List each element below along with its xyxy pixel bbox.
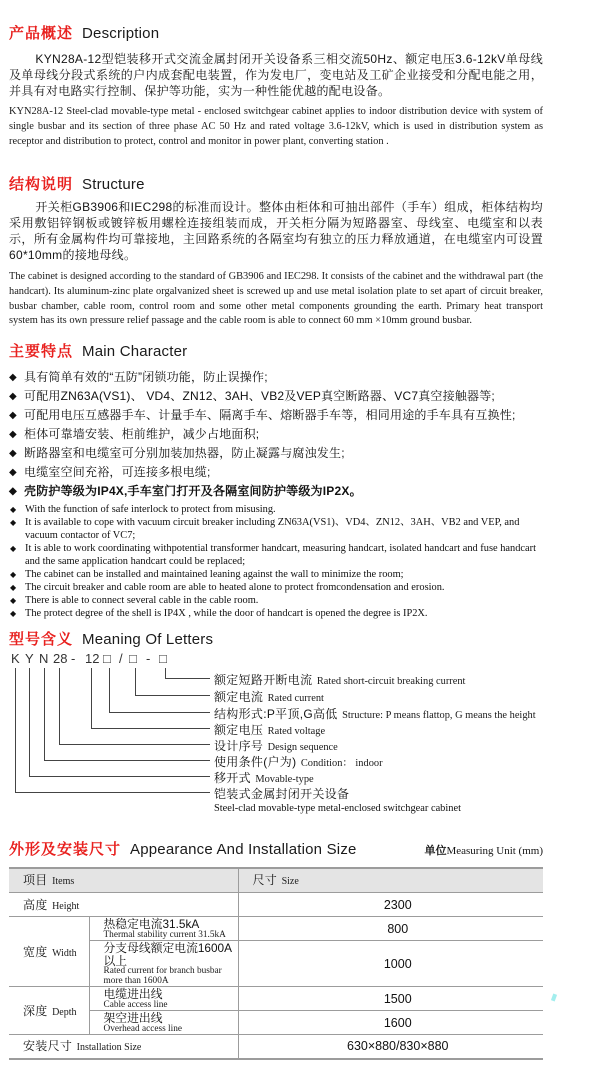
connector-line xyxy=(15,668,210,793)
heading-en: Structure xyxy=(82,176,145,194)
feature-item: ◆ 具有简单有效的“五防”闭锁功能，防止误操作; xyxy=(9,368,543,387)
description-paragraph-zh: KYN28A-12型铠装移开式交流金属封闭开关设备系三相交流50Hz、额定电压3.6-12kV单母线及单母线分段式系统的户内成套配电装置，作为发电厂，变电站及工矿企业接受和分配电能之用，并具有对电路实行控制、保护等功能，实为一种性能优越的配电设备。 xyxy=(9,52,543,98)
model-code-part: / xyxy=(119,650,123,666)
diamond-bullet-icon: ◆ xyxy=(9,466,17,478)
feature-item: ◆ 可配用ZN63A(VS1)、 VD4、ZN12、3AH、VB2及VEP真空断路器、VC7真空接触器等; xyxy=(9,387,543,406)
heading-zh: 产品概述 xyxy=(9,25,74,42)
feature-item: ◆ 可配用电压互感器手车、计量手车、隔离手车、熔断器手车等，相同用途的手车具有互换性; xyxy=(9,406,543,425)
row-value: 800 xyxy=(238,917,543,941)
row-label: 安装尺寸 xyxy=(23,1039,73,1054)
heading-zh: 主要特点 xyxy=(9,342,74,360)
row-label: 宽度 xyxy=(23,944,48,959)
row-label: 深度 xyxy=(23,1003,48,1018)
feature-item: ◆ The circuit breaker and cable room are able to heated alone to protect fromcondensation and erosion. xyxy=(10,582,445,594)
row-value: 1600 xyxy=(238,1011,543,1035)
model-code-part: 28 xyxy=(53,650,68,666)
heading-zh: 型号含义 xyxy=(9,630,74,648)
diamond-bullet-icon: ◆ xyxy=(10,544,17,554)
table-row-install: 安装尺寸 Installation Size 630×880/830×880 xyxy=(9,1035,543,1059)
diamond-bullet-icon: ◆ xyxy=(10,504,17,514)
sub-label-en: Thermal stability current 31.5kA xyxy=(103,929,226,940)
diamond-bullet-icon: ◆ xyxy=(10,596,17,606)
heading-en: Description xyxy=(82,25,160,42)
heading-en: Main Character xyxy=(82,342,188,360)
model-label: 移开式 Movable-type xyxy=(214,770,314,785)
feature-item: ◆ 电缆室空间充裕，可连接多根电缆; xyxy=(9,463,543,482)
row-value: 1500 xyxy=(238,987,543,1011)
heading-zh: 外形及安装尺寸 xyxy=(9,840,122,858)
diamond-bullet-icon: ◆ xyxy=(9,390,17,402)
feature-item: ◆ The cabinet can be installed and maintained leaning against the wall to minimize the room; xyxy=(10,569,404,581)
row-value: 630×880/830×880 xyxy=(238,1035,543,1059)
model-label: 铠装式金属封闭开关设备 Steel-clad movable-type metal-enclosed switchgear cabinet xyxy=(214,786,461,814)
feature-item: ◆ There is able to connect several cable in the cable room. xyxy=(10,595,259,607)
diamond-bullet-icon: ◆ xyxy=(10,570,17,580)
section-heading-dimensions xyxy=(9,838,543,859)
table-row-depth-1: 深度 Depth 电缆进出线 Cable access line 1500 xyxy=(9,987,543,1011)
model-label: 额定电压 Rated voltage xyxy=(214,722,326,737)
feature-item: ◆ 壳防护等级为IP4X,手车室门打开及各隔室间防护等级为IP2X。 xyxy=(9,482,543,501)
sub-label-en: Cable access line xyxy=(103,999,168,1010)
sub-label-zh: 热稳定电流31.5kA xyxy=(103,917,200,932)
table-row-depth-2 xyxy=(9,1011,543,1035)
model-label: 结构形式:P平顶,G高低 Structure: P means flattop, G means the height xyxy=(214,706,536,721)
description-paragraph-en: KYN28A-12 Steel-clad movable-type metal - enclosed switchgear cabinet applies to indoor distribution device with system of single busbar and its section of three phase AC 50 Hz and rated voltage 3.6-12kV, which is used in distribution system as receptor and distribution to protect, control and monitor in power plant, converting station . xyxy=(9,106,543,147)
sub-label-en: Overhead access line xyxy=(103,1023,182,1034)
model-label: 额定电流 Rated current xyxy=(214,689,324,704)
table-row-height: 高度 Height 2300 xyxy=(9,893,543,917)
heading-zh: 结构说明 xyxy=(9,176,74,194)
diamond-bullet-icon: ◆ xyxy=(9,485,17,497)
model-label: 设计序号 Design sequence xyxy=(214,738,338,753)
table-header-row xyxy=(9,868,543,893)
diamond-bullet-icon: ◆ xyxy=(10,609,17,619)
heading-en: Meaning Of Letters xyxy=(82,630,214,648)
section-heading-model xyxy=(9,628,543,649)
feature-item: ◆ With the function of safe interlock to protect from misusing. xyxy=(10,503,276,515)
row-label: 高度 xyxy=(23,897,48,912)
model-code-part: N xyxy=(39,650,49,666)
diamond-bullet-icon: ◆ xyxy=(10,583,17,593)
sub-label-zh: 架空进出线 xyxy=(103,1011,163,1026)
feature-list-zh xyxy=(9,368,543,501)
model-code-part: □ xyxy=(159,650,167,666)
column-header-items: 项目 Items xyxy=(9,868,238,893)
model-code-part: □ xyxy=(129,650,137,666)
sub-label-zh: 分支母线额定电流1600A以上 xyxy=(103,941,232,968)
feature-item: ◆ 断路器室和电缆室可分别加装加热器，防止凝露与腐浊发生; xyxy=(9,444,543,463)
unit-note: 单位Measuring Unit (mm) xyxy=(424,844,543,857)
model-label: 额定短路开断电流 Rated short-circuit breaking current xyxy=(214,672,466,687)
diamond-bullet-icon: ◆ xyxy=(9,428,17,440)
diamond-bullet-icon: ◆ xyxy=(10,517,17,527)
table-row-width-2 xyxy=(9,941,543,987)
table-row-width-1: 宽度 Width 热稳定电流31.5kA Thermal stability current 31.5kA 800 xyxy=(9,917,543,941)
model-code-part: Y xyxy=(25,650,34,666)
feature-item: ◆ It is available to cope with vacuum circuit breaker including ZN63A(VS1)、VD4、ZN12、3AH、VB2 and VEP, and vacuum contactor of VC7; xyxy=(10,516,520,541)
sub-label-zh: 电缆进出线 xyxy=(103,987,163,1002)
section-heading-description xyxy=(9,22,543,43)
row-value: 1000 xyxy=(238,941,543,987)
heading-en: Appearance And Installation Size xyxy=(130,840,357,858)
model-code-part: 12 xyxy=(85,650,100,666)
model-code-part: □ xyxy=(103,650,111,666)
structure-paragraph-zh: 开关柜GB3906和IEC298的标准而设计。整体由柜体和可抽出部件（手车）组成，柜体结构均采用敷铝锌钢板或镀锌板用螺栓连接组装而成，开关柜分隔为短路器室、母线室、电缆室和以表示，所有金属构件均可靠接地，主回路系统的各隔室均有独立的压力释放通道，在电缆室内可设置60*10mm的接地母线。 xyxy=(9,200,543,262)
row-value: 2300 xyxy=(238,893,543,917)
structure-paragraph-en: The cabinet is designed according to the standard of GB3906 and IEC298. It consists of the cabinet and the withdrawal part (the handcart). Its aluminum-zinc plate orgalvanized sheet is screwed up and use metal isolation plate to set apart of circuit breaker, busbar chamber, cable room, control room and some other metal components grounding the earth. Primary heat transport system has its own pressure relief passage and the cable room is able to connect 60 mm ×10mm ground busbar. xyxy=(9,271,543,327)
sub-label-en: Rated current for branch busbar more than 1600A xyxy=(103,966,222,986)
model-code-part: - xyxy=(146,650,151,666)
diamond-bullet-icon: ◆ xyxy=(9,371,17,383)
dimension-table xyxy=(9,867,543,1060)
diamond-bullet-icon: ◆ xyxy=(9,409,17,421)
feature-list-en xyxy=(9,503,543,621)
model-code-diagram xyxy=(9,650,543,814)
feature-item: ◆ The protect degree of the shell is IP4X , while the door of handcart is opened the degree is IP2X. xyxy=(10,608,428,620)
feature-item: ◆ It is able to work coordinating withpotential transformer handcart, measuring handcart, isolated handcart and fuse handcart and the same application handcart could be replaced; xyxy=(10,543,536,568)
model-code-part: K xyxy=(11,650,20,666)
model-code-part: - xyxy=(71,650,76,666)
feature-item: ◆ 柜体可靠墙安装、柜前维护，减少占地面积; xyxy=(9,425,543,444)
column-header-size: 尺寸 Size xyxy=(238,868,543,893)
diamond-bullet-icon: ◆ xyxy=(9,447,17,459)
model-label: 使用条件(户为) Condition： indoor xyxy=(214,754,383,769)
section-heading-structure xyxy=(9,173,543,194)
section-heading-features xyxy=(9,340,543,361)
